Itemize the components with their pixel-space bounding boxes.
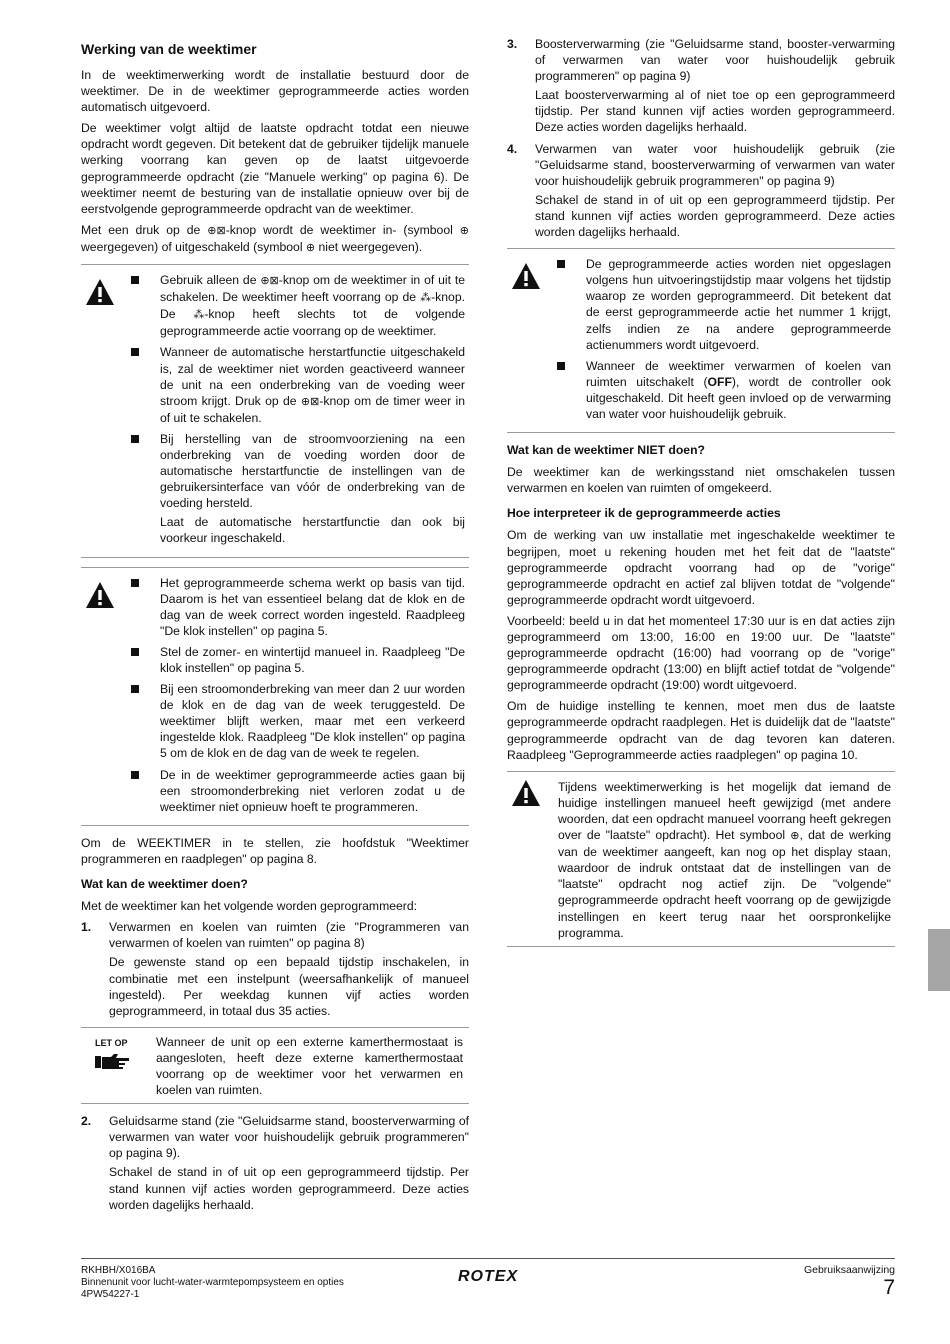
- setup-reference-paragraph: Om de WEEKTIMER in te stellen, zie hoofdstuk "Weektimer programmeren en raadplegen" op pagina 8.: [81, 835, 469, 866]
- warning-icon: [85, 581, 115, 609]
- brand-logo: ROTEX: [458, 1268, 519, 1285]
- footer-code: 4PW54227-1: [81, 1289, 140, 1300]
- chapter-tab: [928, 929, 950, 991]
- warning-box-manual-override: Tijdens weektimerwerking is het mogelijk dat iemand de huidige instellingen manueel heeft gewijzigd (met andere woorden, dat een opdracht manueel voorrang heeft gekregen over de "laatste" opdracht). Het symbool ⊕, dat de werking van de weektimer aangeeft, kan nog op het display staan, waardoor de indruk ontstaat dat de instellingen van de "laatste" opdracht nog actief zijn. De "volgende" geprogrammeerde opdracht heeft voorrang op de gewijzigde instellingen en keert terug naar het oorspronkelijke programma.: [507, 771, 895, 947]
- footer-model: RKHBH/X016BA: [81, 1265, 156, 1276]
- warning-icon: [511, 779, 541, 807]
- cannot-do-paragraph: De weektimer kan de werkingsstand niet omschakelen tussen verwarmen en koelen van ruimten of omgekeerd.: [507, 465, 895, 496]
- interpret-paragraph: Om de werking van uw installatie met ingeschakelde weektimer te begrijpen, moet u rekening houden met het feit dat de "laatste" geprogrammeerde opdracht voorrang had op de "vorige" geprogrammeerde opdracht en actief zal blijven totdat de "volgende" geprogrammeerde opdracht wordt uitgevoerd.: [507, 528, 895, 607]
- left-column: [81, 36, 469, 1218]
- clock-icon: ⊕: [305, 241, 316, 254]
- page-number: 7: [883, 1276, 895, 1299]
- list-item: Wanneer de automatische herstartfunctie uitgeschakeld is, zal de weektimer niet worden geactiveerd wanneer de unit na een onderbreking van de voeding weer stroom krijgt. Druk op de ⊕⊠-knop om de timer weer in of uit te schakelen.: [160, 344, 465, 425]
- note-label: LET OP: [95, 1037, 128, 1048]
- intro-paragraph: In de weektimerwerking wordt de installatie bestuurd door de weektimer. De in de weektimer geprogrammeerde acties worden automatisch uitgevoerd.: [81, 68, 469, 115]
- timer-button-icon: ⊕⊠: [207, 224, 226, 237]
- list-item: Stel de zomer- en wintertijd manueel in. Raadpleeg "De klok instellen" op pagina 5.: [160, 644, 465, 676]
- warning-icon: [85, 278, 115, 306]
- timer-button-icon: ⊕⊠: [300, 395, 320, 408]
- list-item: Bij herstelling van de stroomvoorziening na een onderbreking van de voeding worden door de automatische herstartfunctie de instellingen van de gebruikersinterface van vóór de onderbreking van de voeding hersteld. Laat de automatische herstartfunctie dan ook bij voorkeur ingeschakeld.: [160, 431, 465, 547]
- heading-can-do: Wat kan de weektimer doen?: [81, 877, 248, 892]
- list-item: De in de weektimer geprogrammeerde acties gaan bij een stroomonderbreking niet verloren zodat u de weektimer niet opnieuw hoeft te programmeren.: [160, 767, 465, 815]
- heading-cannot-do: Wat kan de weektimer NIET doen?: [507, 443, 705, 458]
- list-item: De geprogrammeerde acties worden niet opgeslagen volgens hun uitvoeringstijdstip maar volgens het tijdstip waarop ze worden geprogrammeerd. Dit betekent dat de eerst geprogrammeerde actie het nummer 1 krijgt, zelfs indien ze na andere geprogrammeerde actienummers wordt uitgevoerd.: [586, 256, 891, 353]
- list-item: Bij een stroomonderbreking van meer dan 2 uur worden de klok en de dag van de week teruggesteld. De weektimer blijft werken, maar met een verkeerd ingestelde klok. Raadpleeg "De klok instellen" op pagina 5 om de klok en de dag van de week te regelen.: [160, 681, 465, 761]
- warning-box-action-order: [507, 248, 895, 433]
- can-do-intro: Met de weektimer kan het volgende worden geprogrammeerd:: [81, 899, 418, 914]
- note-box: [81, 1027, 469, 1104]
- manual-button-icon: ⁂: [193, 309, 205, 322]
- section-title: Werking van de weektimer: [81, 41, 257, 57]
- list-item: Het geprogrammeerde schema werkt op basis van tijd. Daarom is het van essentieel belang dat de klok en de dag van de week correct worden ingesteld. Raadpleeg "De klok instellen" op pagina 5.: [160, 575, 465, 639]
- footer-doc-type: Gebruiksaanwijzing: [803, 1264, 895, 1276]
- timer-button-icon: ⊕⊠: [260, 275, 279, 288]
- list-item: Gebruik alleen de ⊕⊠-knop om de weektimer in of uit te schakelen. De weektimer heeft voorrang op de ⁂-knop. De ⁂-knop heeft slechts tot de volgende geprogrammeerde actie voorrang op de weektimer.: [160, 272, 465, 339]
- heading-interpret: Hoe interpreteer ik de geprogrammeerde acties: [507, 506, 781, 521]
- footer-description: Binnenunit voor lucht-water-warmtepompsysteem en opties: [81, 1277, 344, 1288]
- numbered-item-1: 1. Verwarmen en koelen van ruimten (zie "Programmeren van verwarmen of koelen van ruimten" op pagina 8) De gewenste stand op een bepaald tijdstip inschakelen, in combinatie met een instelpunt (weersafhankelijk of manueel ingesteld). Per weekdag kunnen vijf acties worden geprogrammeerd, in totaal dus 35 acties.: [81, 920, 469, 1018]
- numbered-item-4: 4. Verwarmen van water voor huishoudelijk gebruik (zie "Geluidsarme stand, boosterverwarming of verwarmen van water voor huishoudelijk gebruik programmeren" op pagina 9) Schakel de stand in of uit op een geprogrammeerd tijdstip. Per stand kunnen vijf acties worden geprogrammeerd. Deze acties worden dagelijks herhaald.: [507, 141, 895, 240]
- warning-box-timer-button: [81, 264, 469, 558]
- warning-icon: [511, 262, 541, 290]
- example-paragraph: Voorbeeld: beeld u in dat het momenteel 17:30 uur is en dat acties zijn geprogrammeerd om 13:00, 16:00 en 19:00 uur. De "laatste" geprogrammeerde opdracht (16:00) had voorrang op de "vorige" geprogrammeerde opdracht (13:00) en blijft actief totdat de "volgende" geprogrammeerde opdracht (19:00) wordt uitgevoerd.: [507, 613, 895, 693]
- timer-button-paragraph: Met een druk op de ⊕⊠-knop wordt de weektimer in- (symbool ⊕ weergegeven) of uitgeschakeld (symbool ⊕ niet weergegeven).: [81, 222, 469, 256]
- warning-box-clock: [81, 567, 469, 826]
- note-text: Wanneer de unit op een externe kamerthermostaat is aangesloten, heeft deze externe kamerthermostaat voorrang op de weektimer voor het verwarmen en koelen van ruimten.: [156, 1034, 463, 1098]
- clock-icon: ⊕: [459, 224, 469, 237]
- numbered-item-3: 3. Boosterverwarming (zie "Geluidsarme stand, booster-verwarming of verwarmen van water voor huishoudelijk gebruik programmeren" op pagina 9) Laat boosterverwarming al of niet toe op een geprogrammeerd tijdstip. Per stand kunnen vijf acties worden geprogrammeerd. Deze acties worden dagelijks herhaald.: [507, 37, 895, 135]
- page-footer: [81, 1258, 895, 1309]
- manual-button-icon: ⁂: [420, 292, 432, 305]
- right-column: [507, 36, 895, 956]
- current-setting-paragraph: Om de huidige instelling te kennen, moet men dus de laatste geprogrammeerde opdracht raadplegen. Het is duidelijk dat de "laatste" geprogrammeerde opdracht van de dag tevoren kan dateren. Raadpleeg "Geprogrammeerde acties raadplegen" op pagina 10.: [507, 699, 895, 762]
- clock-icon: ⊕: [790, 830, 800, 843]
- pointing-hand-icon: [95, 1052, 131, 1070]
- override-paragraph: De weektimer volgt altijd de laatste opdracht totdat een nieuwe opdracht wordt gegeven. Dit betekent dat de gebruiker tijdelijk manuele werking voorrang kan geven op de laatst uitgevoerde geprogrammeerde opdracht (zie "Manuele werking" op pagina 6). De weektimer neemt de besturing van de installatie opnieuw over bij de eerstvolgende geprogrammeerde opdracht van de weektimer.: [81, 121, 469, 216]
- list-item: Wanneer de weektimer verwarmen of koelen van ruimten uitschakelt (OFF), wordt de controller ook uitgeschakeld. Dit heeft geen invloed op de verwarming van water voor huishoudelijk gebruik.: [586, 358, 891, 422]
- numbered-item-2: 2. Geluidsarme stand (zie "Geluidsarme stand, boosterverwarming of verwarmen van water voor huishoudelijk gebruik programmeren" op pagina 9). Schakel de stand in of uit op een geprogrammeerd tijdstip. Per stand kunnen vijf acties worden geprogrammeerd. Deze acties worden dagelijks herhaald.: [81, 1114, 469, 1212]
